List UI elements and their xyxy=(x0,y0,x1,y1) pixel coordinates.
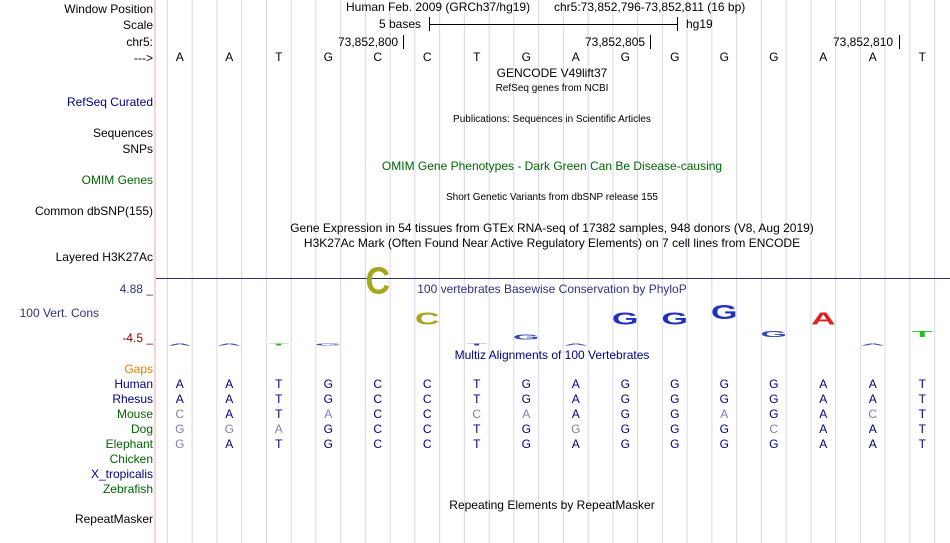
alignment-base: C xyxy=(175,407,185,421)
publications-track-title[interactable]: Publications: Sequences in Scientific Articles xyxy=(453,114,651,125)
alignment-base: G xyxy=(670,377,680,391)
alignment-base: A xyxy=(324,407,333,421)
alignment-base: G xyxy=(521,422,531,436)
alignment-base: T xyxy=(275,407,283,421)
label-gaps[interactable]: Gaps xyxy=(124,362,153,376)
alignment-base: G xyxy=(670,422,680,436)
alignment-base: G xyxy=(670,407,680,421)
alignment-base: G xyxy=(323,392,333,406)
label-omim-genes[interactable]: OMIM Genes xyxy=(81,173,153,187)
label-window-position: Window Position xyxy=(64,2,153,16)
alignment-base: A xyxy=(522,407,531,421)
label-snps[interactable]: SNPs xyxy=(122,142,153,156)
alignment-base: A xyxy=(819,437,828,451)
position-tick-3: 73,852,810 xyxy=(833,35,894,49)
alignment-base: A xyxy=(175,392,184,406)
alignment-base: G xyxy=(719,392,729,406)
alignment-base: G xyxy=(670,437,680,451)
alignment-base: C xyxy=(422,392,432,406)
alignment-base: A xyxy=(274,422,283,436)
sequence-base: T xyxy=(918,50,926,64)
alignment-base: G xyxy=(769,377,779,391)
alignment-base: G xyxy=(175,437,185,451)
alignment-base: C xyxy=(373,392,383,406)
alignment-base: A xyxy=(225,407,234,421)
alignment-base: C xyxy=(373,422,383,436)
alignment-base: G xyxy=(620,422,630,436)
sequence-base: C xyxy=(373,50,383,64)
scale-bar xyxy=(429,24,677,25)
sequence-base: C xyxy=(422,50,432,64)
alignment-base: C xyxy=(472,407,482,421)
label-refseq[interactable]: RefSeq Curated xyxy=(66,95,153,109)
alignment-base: G xyxy=(620,377,630,391)
scale-text: 5 bases xyxy=(379,17,422,31)
conservation-letter: A xyxy=(563,343,589,347)
sequence-base: G xyxy=(670,50,680,64)
alignment-base: T xyxy=(918,392,926,406)
alignment-base: C xyxy=(868,407,878,421)
conservation-letter: T xyxy=(268,343,290,347)
alignment-base: A xyxy=(571,407,580,421)
label-scale: Scale xyxy=(122,18,153,32)
alignment-base: G xyxy=(323,377,333,391)
alignment-base: T xyxy=(275,377,283,391)
alignment-base: A xyxy=(868,392,877,406)
alignment-base: T xyxy=(473,422,481,436)
alignment-base: G xyxy=(769,437,779,451)
alignment-base: T xyxy=(275,437,283,451)
sequence-base: G xyxy=(719,50,729,64)
conservation-letter: G xyxy=(612,309,639,329)
track-separator xyxy=(156,278,950,279)
alignment-base: C xyxy=(422,422,432,436)
cons-min-value: -4.5 _ xyxy=(122,331,153,345)
sequence-base: G xyxy=(769,50,779,64)
alignment-base: C xyxy=(373,377,383,391)
alignment-base: G xyxy=(769,407,779,421)
species-label-rhesus[interactable]: Rhesus xyxy=(112,392,153,406)
alignment-base: T xyxy=(473,392,481,406)
label-strand[interactable]: ---> xyxy=(134,51,153,65)
alignment-base: G xyxy=(769,392,779,406)
scale-db: hg19 xyxy=(686,17,713,31)
alignment-base: A xyxy=(571,437,580,451)
alignment-base: C xyxy=(422,377,432,391)
alignment-base: G xyxy=(719,422,729,436)
conservation-letter: A xyxy=(167,343,193,347)
alignment-base: G xyxy=(719,437,729,451)
conservation-letter: A xyxy=(216,343,242,347)
alignment-base: A xyxy=(720,407,729,421)
alignment-base: A xyxy=(819,377,828,391)
alignment-base: G xyxy=(719,377,729,391)
species-label-dog[interactable]: Dog xyxy=(130,422,153,436)
conservation-letter: C xyxy=(414,309,440,329)
alignment-base: G xyxy=(224,422,234,436)
alignment-base: G xyxy=(620,437,630,451)
alignment-base: G xyxy=(571,422,581,436)
scale-right-tick xyxy=(677,17,678,31)
sequence-base: A xyxy=(571,50,580,64)
conservation-letter: G xyxy=(760,329,787,340)
alignment-base: G xyxy=(323,422,333,436)
label-sequences[interactable]: Sequences xyxy=(92,126,153,140)
conservation-letter: G xyxy=(711,300,738,324)
position-tick-1: 73,852,800 xyxy=(338,35,399,49)
label-vert-cons[interactable]: 100 Vert. Cons xyxy=(19,306,99,320)
conservation-letter: A xyxy=(810,309,836,329)
refseq-track-title[interactable]: RefSeq genes from NCBI xyxy=(495,83,609,94)
alignment-base: A xyxy=(819,422,828,436)
alignment-base: A xyxy=(571,392,580,406)
alignment-base: C xyxy=(422,437,432,451)
alignment-base: T xyxy=(275,392,283,406)
tick-mark-3 xyxy=(899,35,900,49)
species-label-human[interactable]: Human xyxy=(114,377,153,391)
species-label-chicken[interactable]: Chicken xyxy=(109,452,153,466)
gtex-track-title[interactable]: Gene Expression in 54 tissues from GTEx RNA-seq of 17382 samples, 948 donors (V8, Aug 2019) xyxy=(290,221,814,235)
alignment-base: A xyxy=(868,422,877,436)
cons-max-value: 4.88 _ xyxy=(119,282,153,296)
alignment-base: G xyxy=(670,392,680,406)
alignment-base: A xyxy=(225,392,234,406)
sequence-base: G xyxy=(521,50,531,64)
alignment-base: A xyxy=(868,437,877,451)
sequence-base: A xyxy=(868,50,877,64)
alignment-base: C xyxy=(769,422,779,436)
dbsnp-track-title[interactable]: Short Genetic Variants from dbSNP release 155 xyxy=(446,192,658,203)
alignment-base: A xyxy=(175,377,184,391)
label-h3k27ac[interactable]: Layered H3K27Ac xyxy=(55,250,153,264)
conservation-letter: G xyxy=(513,333,540,342)
position-tick-2: 73,852,805 xyxy=(585,35,646,49)
alignment-base: T xyxy=(473,377,481,391)
assembly-name: Human Feb. 2009 (GRCh37/hg19) xyxy=(346,0,531,14)
alignment-base: G xyxy=(323,437,333,451)
sequence-base: A xyxy=(819,50,828,64)
alignment-base: C xyxy=(373,407,383,421)
species-label-mouse[interactable]: Mouse xyxy=(116,407,153,421)
multiz-track-title[interactable]: Multiz Alignments of 100 Vertebrates xyxy=(454,348,650,362)
alignment-base: C xyxy=(422,407,432,421)
sequence-base: T xyxy=(275,50,283,64)
label-common-dbsnp[interactable]: Common dbSNP(155) xyxy=(34,204,153,218)
sequence-base: T xyxy=(473,50,481,64)
omim-track-title[interactable]: OMIM Gene Phenotypes - Dark Green Can Be Disease-causing xyxy=(381,159,723,173)
conservation-letter: C xyxy=(365,259,391,302)
tick-mark-1 xyxy=(403,35,404,49)
alignment-base: G xyxy=(521,377,531,391)
alignment-base: T xyxy=(918,437,926,451)
conservation-letter: T xyxy=(466,343,488,347)
window-position-value: chr5:73,852,796-73,852,811 (16 bp) xyxy=(554,0,746,14)
alignment-base: A xyxy=(868,377,877,391)
species-label-elephant[interactable]: Elephant xyxy=(105,437,153,451)
conservation-letter: T xyxy=(911,329,933,340)
alignment-base: A xyxy=(225,377,234,391)
repeatmasker-track-title[interactable]: Repeating Elements by RepeatMasker xyxy=(449,498,655,512)
alignment-base: G xyxy=(620,392,630,406)
alignment-base: T xyxy=(918,377,926,391)
alignment-base: A xyxy=(225,437,234,451)
alignment-base: T xyxy=(473,437,481,451)
alignment-base: A xyxy=(819,407,828,421)
label-repeatmasker[interactable]: RepeatMasker xyxy=(74,512,153,526)
sequence-base: G xyxy=(323,50,333,64)
alignment-base: A xyxy=(819,392,828,406)
conservation-letter: G xyxy=(315,343,342,347)
sequence-base: A xyxy=(175,50,184,64)
species-label-zebrafish[interactable]: Zebrafish xyxy=(102,482,153,496)
alignment-base: T xyxy=(918,422,926,436)
phylop-track-title[interactable]: 100 vertebrates Basewise Conservation by PhyloP xyxy=(417,282,687,296)
alignment-base: T xyxy=(918,407,926,421)
h3k27ac-track-title[interactable]: H3K27Ac Mark (Often Found Near Active Regulatory Elements) on 7 cell lines from ENCODE xyxy=(303,236,801,250)
species-label-x-tropicalis[interactable]: X_tropicalis xyxy=(90,467,153,481)
alignment-base: G xyxy=(620,407,630,421)
conservation-letter: A xyxy=(860,343,886,347)
sequence-base: G xyxy=(620,50,630,64)
alignment-base: C xyxy=(373,437,383,451)
conservation-letter: G xyxy=(661,309,688,329)
alignment-base: G xyxy=(521,437,531,451)
label-chrom: chr5: xyxy=(126,35,153,49)
gencode-track-title[interactable]: GENCODE V49lift37 xyxy=(496,66,608,80)
alignment-base: A xyxy=(571,377,580,391)
sequence-base: A xyxy=(225,50,234,64)
alignment-base: G xyxy=(521,392,531,406)
alignment-base: G xyxy=(175,422,185,436)
tick-mark-2 xyxy=(650,35,651,49)
